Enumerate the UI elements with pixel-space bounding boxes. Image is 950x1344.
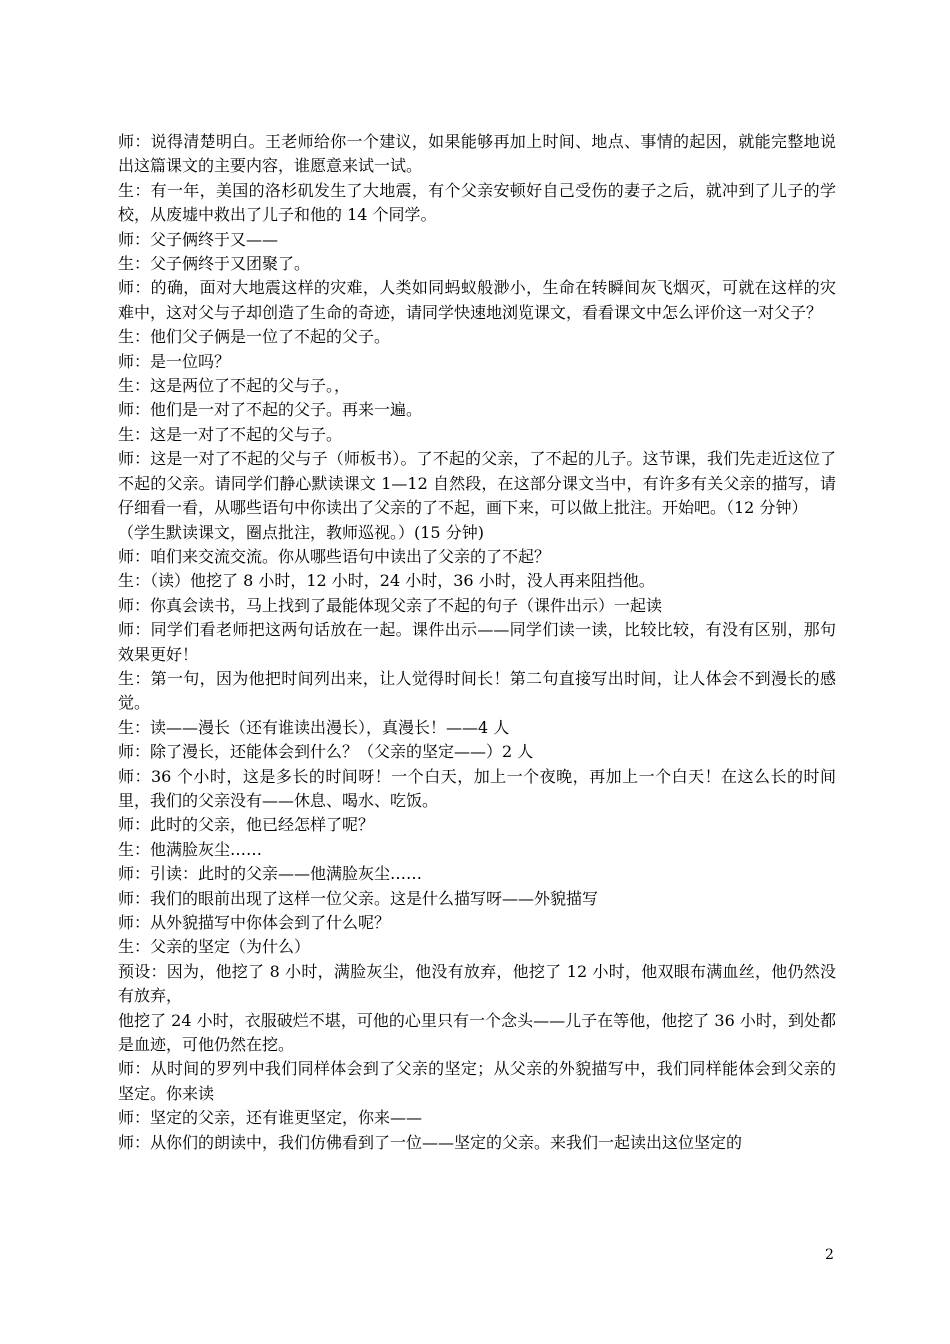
paragraph: 师：的确，面对大地震这样的灾难，人类如同蚂蚁般渺小，生命在转瞬间灰飞烟灭，可就在这样的灾难中，这对父与子却创造了生命的奇迹，请同学快速地浏览课文，看看课文中怎么评价这一对父子？ (118, 278, 836, 322)
paragraph: 师：他们是一对了不起的父子。再来一遍。 (118, 400, 423, 420)
paragraph: 生：父亲的坚定（为什么） (118, 937, 311, 957)
paragraph: 师：坚定的父亲，还有谁更坚定，你来—— (118, 1108, 423, 1128)
paragraph: 师：除了漫长，还能体会到什么？（父亲的坚定——）2 人 (118, 742, 534, 762)
paragraph: 师：引读：此时的父亲——他满脸灰尘…… (118, 864, 423, 884)
paragraph: 生：这是两位了不起的父与子。， (118, 376, 351, 396)
paragraph: 生：读——漫长（还有谁读出漫长），真漫长！——4 人 (118, 717, 510, 737)
paragraph: 生：有一年，美国的洛杉矶发生了大地震，有个父亲安顿好自己受伤的妻子之后，就冲到了儿子的学校，从废墟中救出了儿子和他的 14 个同学。 (118, 180, 836, 225)
paragraph: 师：你真会读书，马上找到了最能体现父亲了不起的句子（课件出示）一起读 (118, 595, 663, 615)
paragraph: 师：父子俩终于又—— (118, 229, 279, 249)
paragraph: 生：这是一对了不起的父与子。 (118, 424, 343, 444)
paragraph: 生：他们父子俩是一位了不起的父子。 (118, 327, 391, 347)
paragraph: 他挖了 24 小时，衣服破烂不堪，可他的心里只有一个念头——儿子在等他，他挖了 36 小时，到处都是血迹，可他仍然在挖。 (118, 1010, 836, 1055)
paragraph: 师：我们的眼前出现了这样一位父亲。这是什么描写呀——外貌描写 (118, 888, 599, 908)
paragraph: 生：第一句，因为他把时间列出来，让人觉得时间长！第二句直接写出时间，让人体会不到漫长的感觉。 (118, 668, 836, 713)
paragraph: 生：（读）他挖了 8 小时，12 小时，24 小时，36 小时，没人再来阻挡他。 (118, 571, 655, 591)
paragraph: 生：父子俩终于又团聚了。 (118, 254, 311, 274)
paragraph: 师：从时间的罗列中我们同样体会到了父亲的坚定；从父亲的外貌描写中，我们同样能体会到父亲的坚定。你来读 (118, 1059, 836, 1103)
paragraph: 师：此时的父亲，他已经怎样了呢？ (118, 815, 375, 835)
page-number: 2 (825, 1247, 834, 1263)
document-body (118, 130, 836, 1155)
paragraph: 预设：因为，他挖了 8 小时，满脸灰尘，他没有放弃，他挖了 12 小时，他双眼布满血丝，他仍然没有放弃， (118, 961, 836, 1006)
paragraph: 生：他满脸灰尘…… (118, 839, 263, 859)
paragraph: 师：从你们的朗读中，我们仿佛看到了一位——坚定的父亲。来我们一起读出这位坚定的 (118, 1132, 743, 1152)
paragraph: 师：咱们来交流交流。你从哪些语句中读出了父亲的了不起？ (118, 546, 551, 566)
paragraph: 师：说得清楚明白。王老师给你一个建议，如果能够再加上时间、地点、事情的起因，就能完整地说出这篇课文的主要内容，谁愿意来试一试。 (118, 132, 836, 176)
paragraph: 师：从外貌描写中你体会到了什么呢？ (118, 913, 391, 932)
paragraph: 师：这是一对了不起的父与子（师板书）。了不起的父亲，了不起的儿子。这节课，我们先走近这位了不起的父亲。请同学们静心默读课文 1—12 自然段，在这部分课文当中，有许多有关父亲的描写，请仔细看一看，从哪些语句中你读出了父亲的了不起，画下来，可以做上批注。开始吧。（12 分钟） (118, 449, 836, 518)
paragraph: （学生默读课文，圈点批注，教师巡视。）(15 分钟) (118, 522, 484, 542)
paragraph: 师：是一位吗？ (118, 351, 231, 371)
paragraph: 师：36 个小时，这是多长的时间呀！一个白天，加上一个夜晚，再加上一个白天！在这么长的时间里，我们的父亲没有——休息、喝水、吃饭。 (118, 766, 836, 810)
paragraph: 师：同学们看老师把这两句话放在一起。课件出示——同学们读一读，比较比较，有没有区别，那句效果更好！ (118, 620, 836, 664)
